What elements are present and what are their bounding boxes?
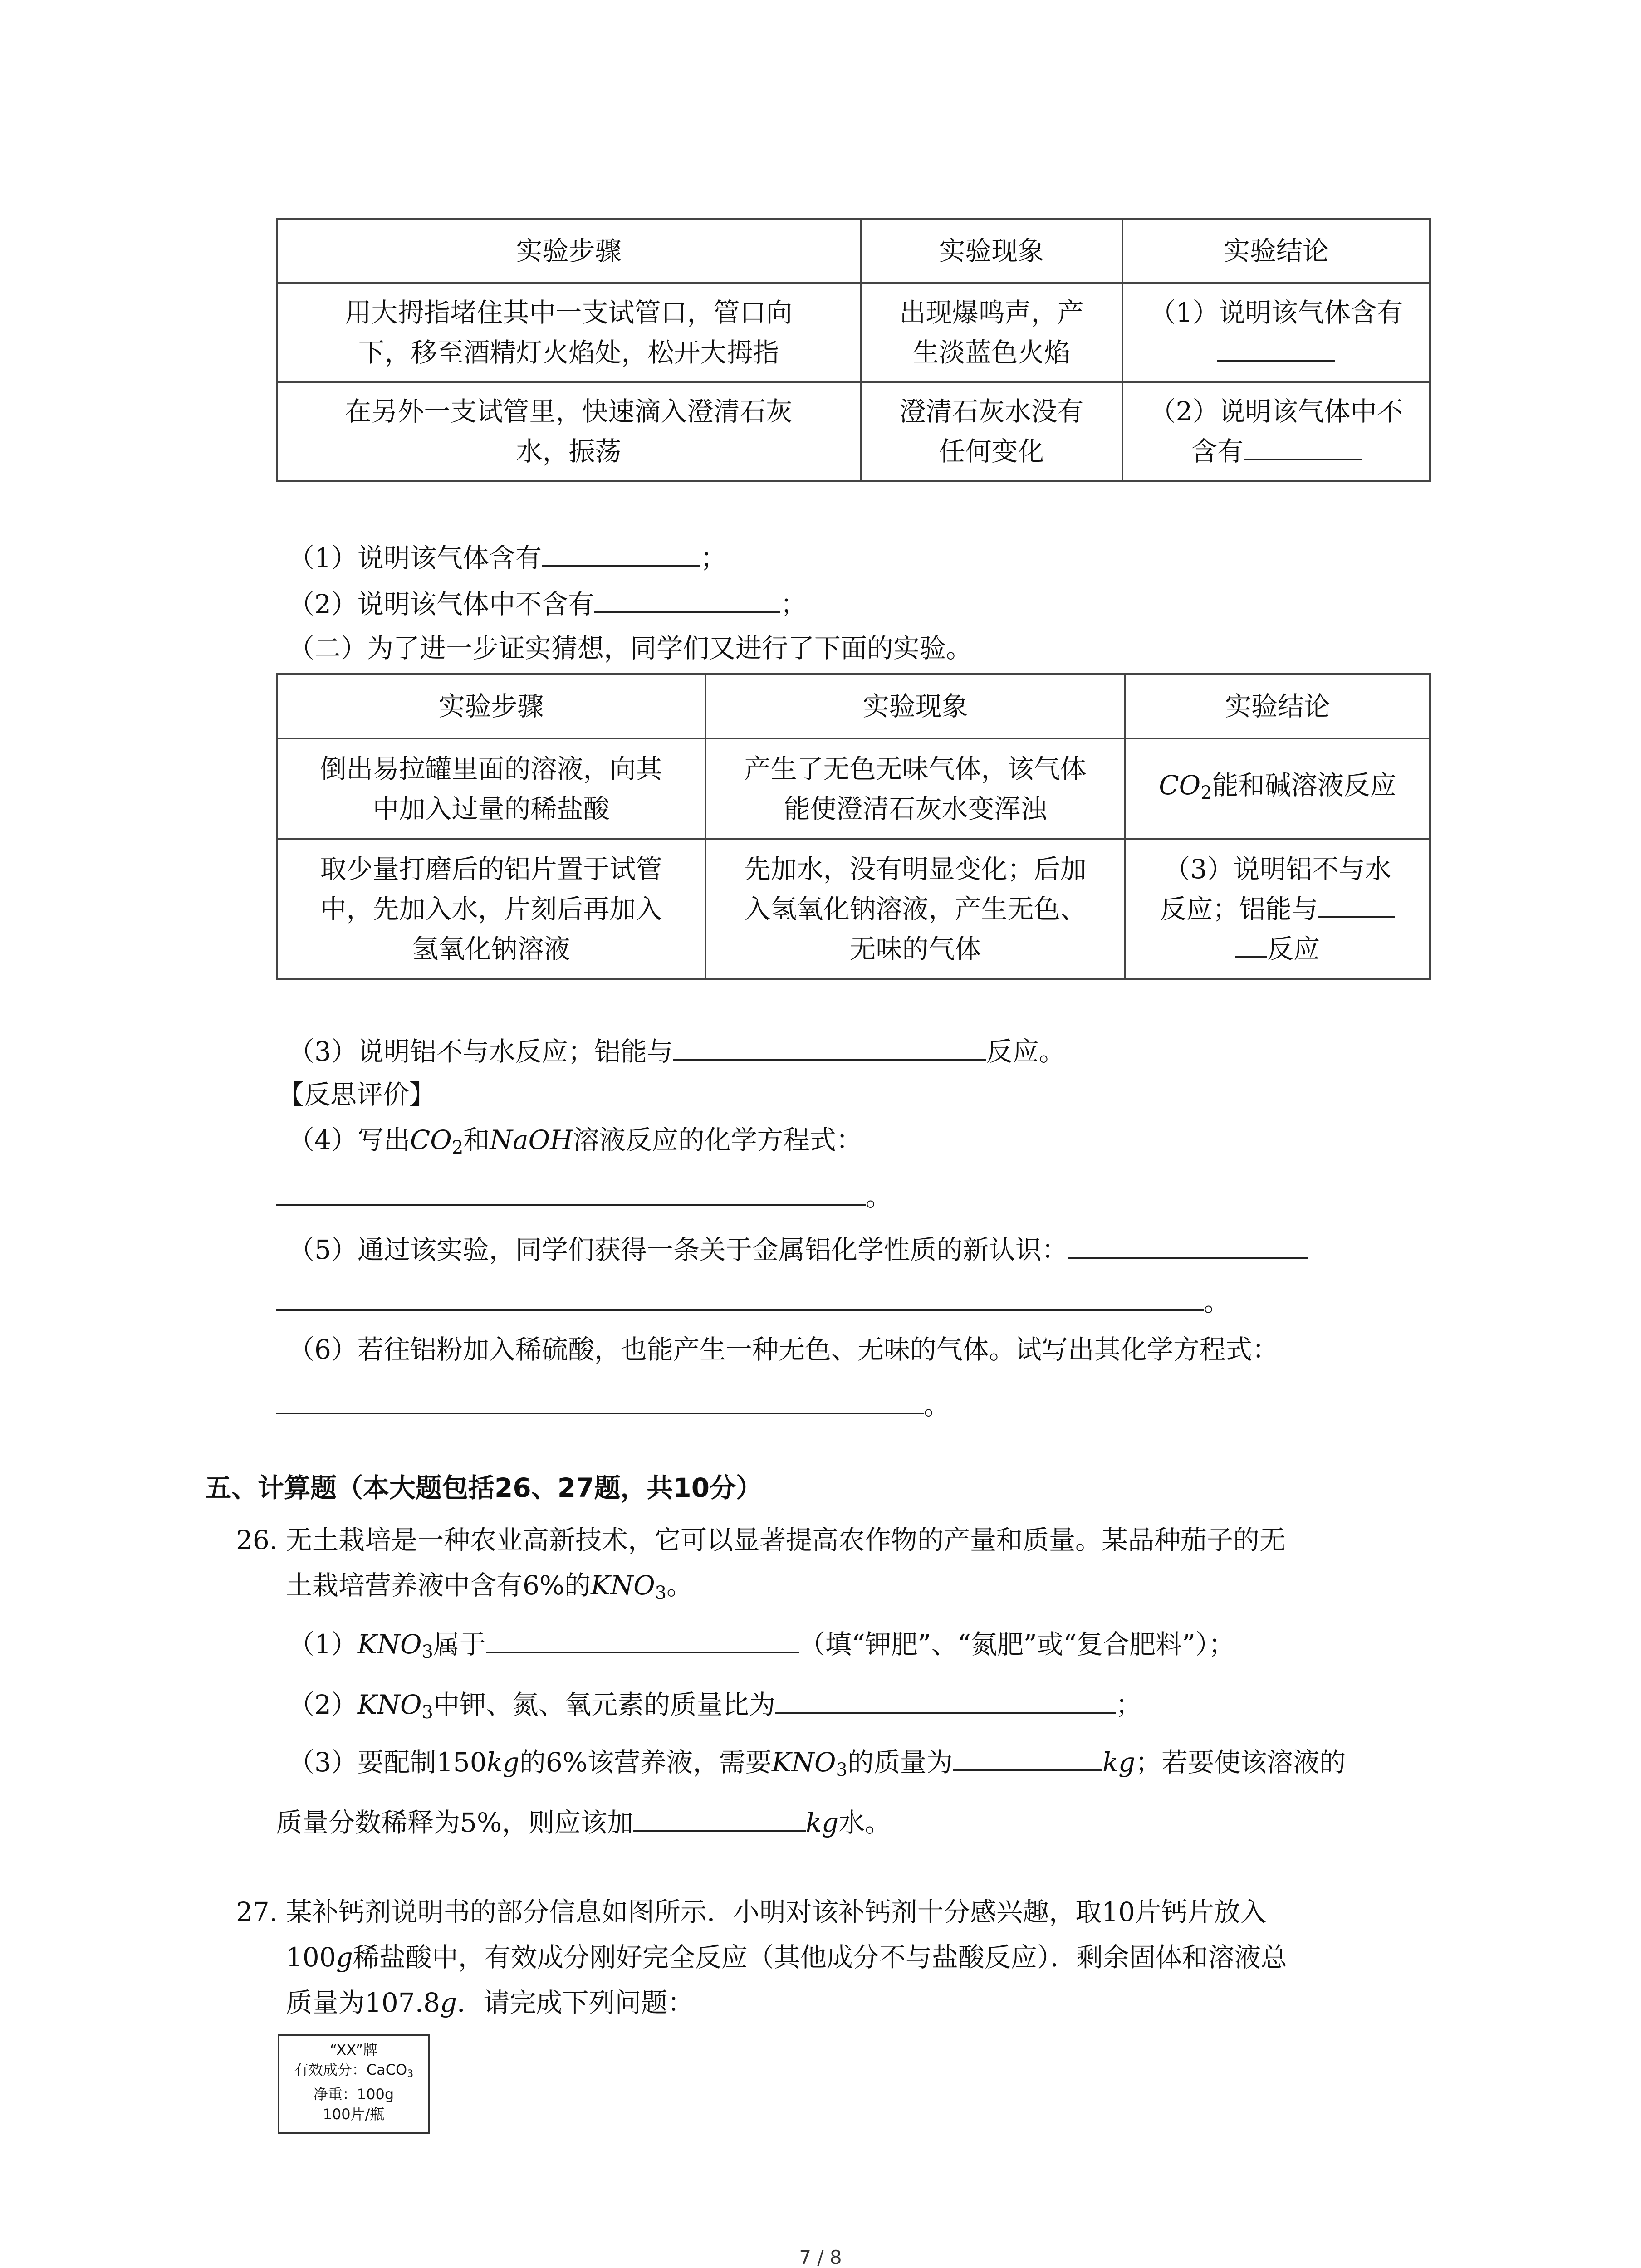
answer-blank[interactable] xyxy=(673,1033,986,1061)
question-number: 26. xyxy=(236,1525,278,1555)
table-header-row xyxy=(277,219,1430,283)
question-1: （1）说明该气体含有 ； xyxy=(288,540,727,574)
reflection-title: 【反思评价】 xyxy=(278,1079,436,1110)
label-count: 100片/瓶 xyxy=(323,2106,385,2123)
answer-blank[interactable] xyxy=(276,1284,1204,1311)
answer-blank[interactable] xyxy=(276,1178,866,1206)
answer-blank[interactable] xyxy=(775,1686,1116,1714)
question-26-sub-3: （3）要配制150kg的6%该营养液，需要$KNO_3$的质量为 kg；若要使该溶液的 xyxy=(288,1744,1346,1786)
question-4: （4）写出$CO_2$和NaOH溶液反应的化学方程式： xyxy=(288,1124,862,1158)
step-cell: 取少量打磨后的铝片置于试管 中，先加入水，片刻后再加入 氢氧化钠溶液 xyxy=(277,839,705,979)
question-26-sub-2: $(2)KNO_3$中钾、氮、氧元素的质量比为 ； xyxy=(288,1686,1142,1728)
step-cell: 在另外一支试管里，快速滴入澄清石灰 水，振荡 xyxy=(277,382,861,481)
question-26-line-2: 土栽培营养液中含有6%的$KNO_3$。 xyxy=(286,1570,693,1603)
answer-blank[interactable] xyxy=(953,1744,1102,1771)
page-number: 7 / 8 xyxy=(799,2246,842,2268)
question-26-line-1: 26. 无土栽培是一种农业高新技术，它可以显著提高农作物的产量和质量。某品种茄子的无 xyxy=(236,1525,1286,1555)
conclusion-cell: （3）说明铝不与水 反应；铝能与 反应 xyxy=(1125,839,1430,979)
phenomenon-cell: 澄清石灰水没有 任何变化 xyxy=(861,382,1122,481)
label-ingredient: 有效成分：CaCO$_3$ xyxy=(294,2061,414,2080)
conclusion-cell: （1）说明该气体含有 xyxy=(1122,283,1430,382)
question-5: （5）通过该实验，同学们获得一条关于金属铝化学性质的新认识： xyxy=(288,1232,1308,1266)
question-27-line-1: 27. 某补钙剂说明书的部分信息如图所示．小明对该补钙剂十分感兴趣，取10片钙片放入 xyxy=(236,1897,1267,1927)
answer-blank[interactable] xyxy=(1318,891,1395,918)
answer-blank[interactable] xyxy=(633,1804,806,1832)
phenomenon-cell: 出现爆鸣声，产 生淡蓝色火焰 xyxy=(861,283,1122,382)
answer-blank[interactable] xyxy=(1235,931,1267,958)
header-phenomenon: 实验现象 xyxy=(705,674,1125,738)
answer-blank[interactable] xyxy=(276,1387,924,1414)
experiment-table-2 xyxy=(276,673,1431,980)
label-weight: 净重：100g xyxy=(313,2086,394,2103)
experiment-table-1 xyxy=(276,218,1431,482)
question-26-sub-1: $(1)KNO_3$属于 （填“钾肥”、“氮肥”或“复合肥料”）； xyxy=(288,1626,1235,1668)
header-conclusion: 实验结论 xyxy=(1125,674,1430,738)
phenomenon-cell: 产生了无色无味气体，该气体 能使澄清石灰水变浑浊 xyxy=(705,738,1125,839)
header-conclusion: 实验结论 xyxy=(1122,219,1430,283)
phenomenon-cell: 先加水，没有明显变化；后加 入氢氧化钠溶液，产生无色、 无味的气体 xyxy=(705,839,1125,979)
step-cell: 用大拇指堵住其中一支试管口，管口向 下，移至酒精灯火焰处，松开大拇指 xyxy=(277,283,861,382)
answer-blank[interactable] xyxy=(594,586,780,613)
conclusion-cell: （2）说明该气体中不 含有 xyxy=(1122,382,1430,481)
table-header-row xyxy=(277,674,1430,738)
answer-blank[interactable] xyxy=(1068,1232,1308,1259)
supplement-label-figure xyxy=(278,2034,430,2134)
label-brand: “XX”牌 xyxy=(329,2041,378,2058)
question-6-answer-line: 。 xyxy=(276,1387,950,1421)
table-row xyxy=(277,738,1430,839)
section-5-title: 五、计算题（本大题包括26、27题，共10分） xyxy=(205,1472,763,1503)
question-26-sub-4: 质量分数稀释为5%，则应该加 kg水。 xyxy=(276,1804,891,1838)
question-6: （6）若往铝粉加入稀硫酸，也能产生一种无色、无味的气体。试写出其化学方程式： xyxy=(288,1334,1279,1365)
answer-blank[interactable] xyxy=(1244,433,1362,460)
table-row xyxy=(277,283,1430,382)
question-3: （3）说明铝不与水反应；铝能与 反应。 xyxy=(288,1033,1065,1067)
question-27-line-2: 100g稀盐酸中，有效成分刚好完全反应（其他成分不与盐酸反应）．剩余固体和溶液总 xyxy=(286,1942,1287,1973)
header-step: 实验步骤 xyxy=(277,674,705,738)
question-2: （2）说明该气体中不含有 ； xyxy=(288,586,807,620)
question-27-line-3: 质量为107.8g．请完成下列问题： xyxy=(286,1987,694,2018)
table-row xyxy=(277,382,1430,481)
step-cell: 倒出易拉罐里面的溶液，向其 中加入过量的稀盐酸 xyxy=(277,738,705,839)
table-row xyxy=(277,839,1430,979)
question-5-answer-line: 。 xyxy=(276,1284,1230,1318)
conclusion-cell: $CO_2$能和碱溶液反应 xyxy=(1125,738,1430,839)
question-4-answer-line: 。 xyxy=(276,1178,892,1212)
part-2-intro: （二）为了进一步证实猜想，同学们又进行了下面的实验。 xyxy=(288,633,973,664)
header-step: 实验步骤 xyxy=(277,219,861,283)
question-number: 27. xyxy=(236,1897,278,1927)
answer-blank[interactable] xyxy=(542,540,700,567)
header-phenomenon: 实验现象 xyxy=(861,219,1122,283)
answer-blank[interactable] xyxy=(1217,334,1335,362)
answer-blank[interactable] xyxy=(486,1626,799,1653)
